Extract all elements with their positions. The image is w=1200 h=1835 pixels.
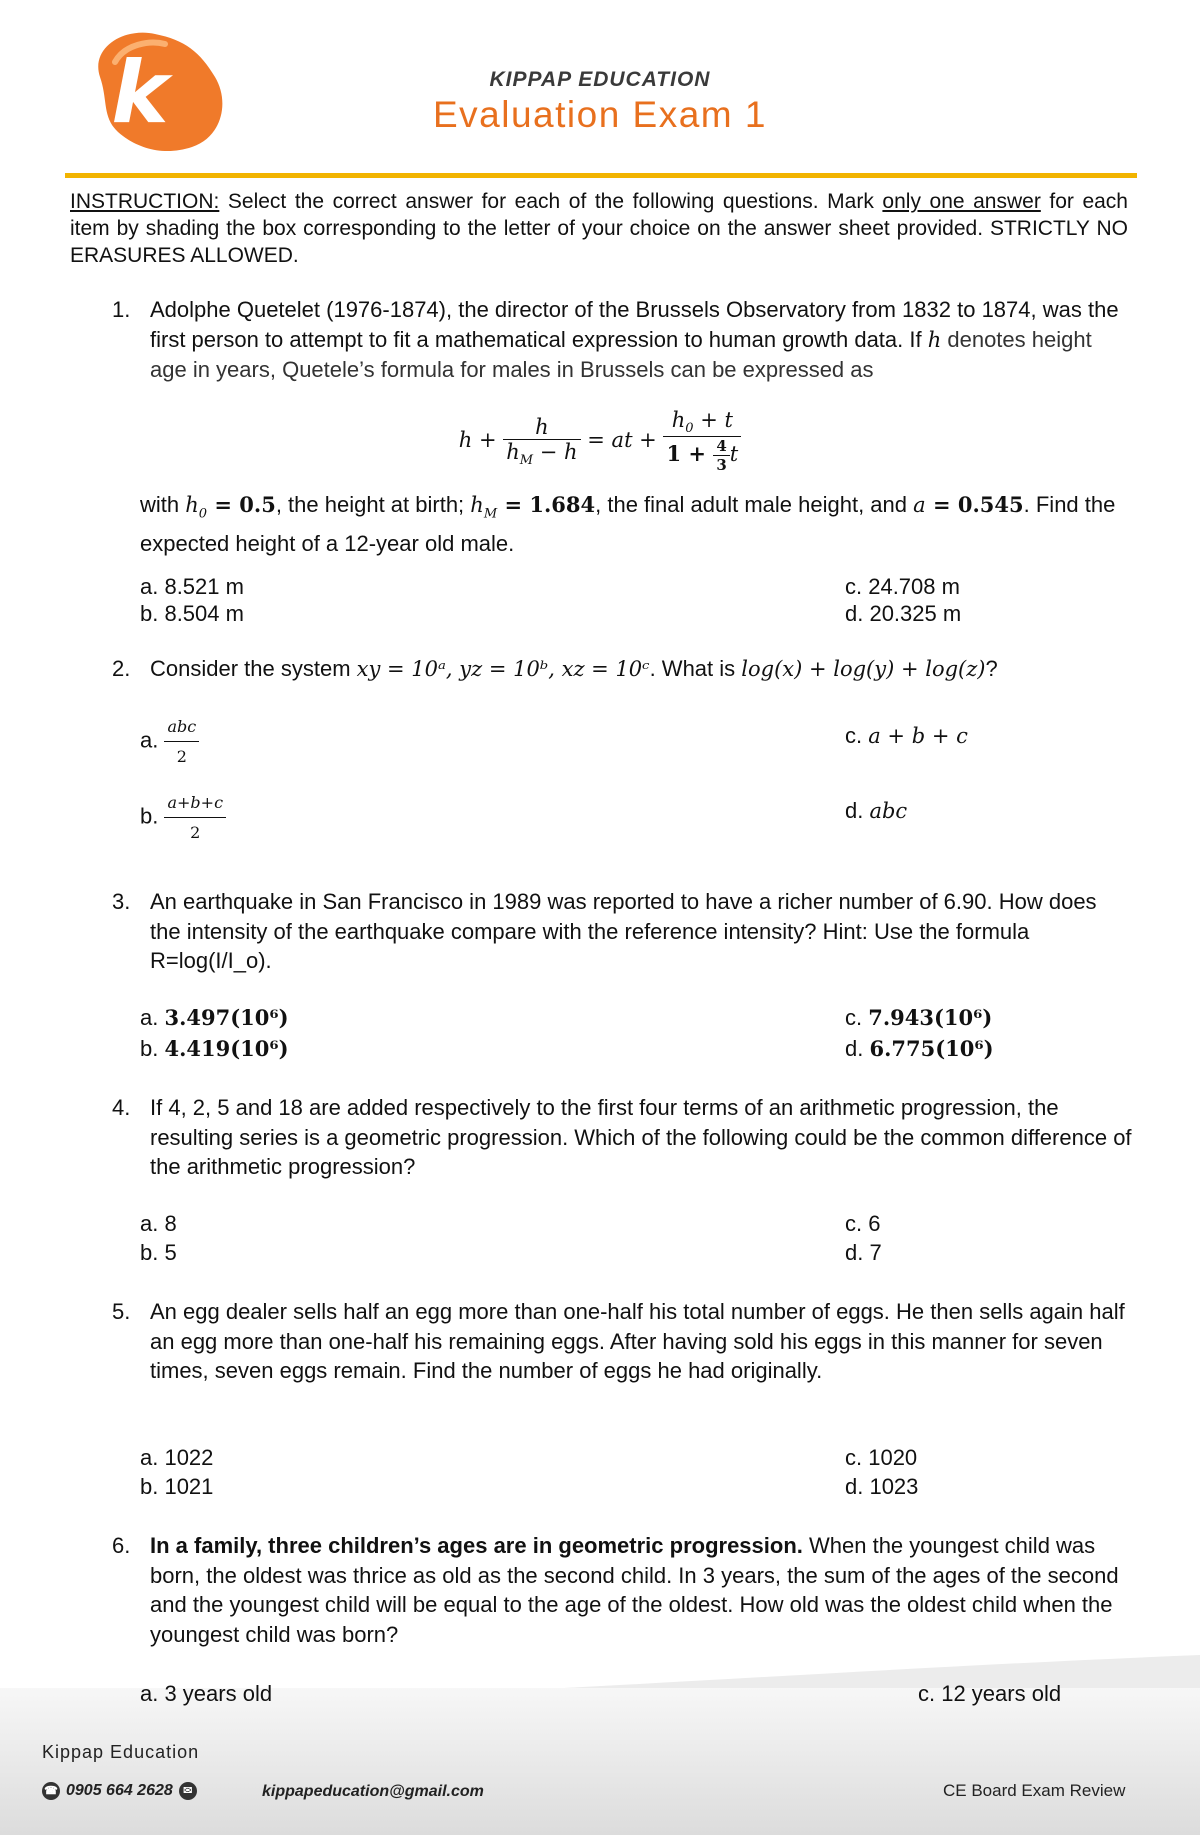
question-number: 4. <box>112 1095 131 1120</box>
q4-option-d: d. 7 <box>845 1240 882 1265</box>
quetelet-equation: h + $\frac{h}{h_M - h}$ = at + $h_0 + t$ 1 + $\frac{4}{3}$ t <box>0 408 1200 478</box>
question-text: When the youngest child was born, the oldest was thrice as old as the second child. In 3 years, the sum of the ages of the second and the youngest child will be equal to the age of the oldest. How old was the oldest child when the youngest child was born? <box>150 1533 1119 1647</box>
logo-letter: k <box>111 43 169 143</box>
instruction-label: INSTRUCTION: <box>70 190 220 213</box>
phone-icon: ☎ <box>42 1782 60 1800</box>
question-number: 3. <box>112 889 131 914</box>
question-2: 2. Consider the system xy = 10ᵃ, yz = 10ᵇ, xz = 10ᶜ. What is log(x) + log(y) + log(z)? <box>112 654 1132 685</box>
footer-email[interactable]: kippapeducation@gmail.com <box>262 1783 484 1800</box>
q5-option-a: a. 1022 <box>140 1445 214 1470</box>
footer-organization: Kippap Education <box>42 1742 200 1762</box>
organization-name: KIPPAP EDUCATION <box>489 68 711 91</box>
q6-option-c: c. 12 years old <box>918 1681 1062 1706</box>
math-symbol: h <box>927 327 942 352</box>
instruction-text-2: for each item by shading the box corresponding to the letter of your choice on the answer sheet provided. STRICTLY NO ERASURES ALLOWED. <box>70 190 1128 267</box>
q3-option-a: a. 3.497(10⁶) <box>140 1005 289 1030</box>
question-number: 1. <box>112 297 131 322</box>
question-text: If 4, 2, 5 and 18 are added respectively to the first four terms of an arithmetic progression, the resulting series is a geometric progression. Which of the following could be the common difference of the arithmetic progression? <box>150 1095 1132 1179</box>
footer-phone <box>42 1782 197 1800</box>
footer-review-label: CE Board Exam Review <box>943 1781 1126 1800</box>
question-text-bold: In a family, three children’s ages are in geometric progression. <box>150 1533 803 1558</box>
q3-option-d: d. 6.775(10⁶) <box>845 1036 994 1061</box>
exam-title: Evaluation Exam 1 <box>432 94 767 135</box>
q1-option-c: c. 24.708 m <box>845 574 960 599</box>
question-number: 2. <box>112 656 131 681</box>
question-text: An egg dealer sells half an egg more than one-half his total number of eggs. He then sells again half an egg more than one-half his remaining eggs. After having sold his eggs in this manner for seven times, seven eggs remain. Find the number of eggs he had originally. <box>150 1299 1125 1383</box>
question-1-continued: with $h_0 = 0.5$, the height at birth; $h_M = 1.684$, the final adult male height, and a = 0.545. Find the expected height of a 12-year old male. <box>140 492 1116 556</box>
q3-option-c: c. 7.943(10⁶) <box>845 1005 993 1030</box>
question-6 <box>112 1531 1132 1649</box>
q1-option-b: b. 8.504 m <box>140 601 244 626</box>
question-number: 6. <box>112 1533 131 1558</box>
question-3 <box>112 887 1132 976</box>
q2-option-c: c. a + b + c <box>845 723 968 748</box>
question-5 <box>112 1297 1132 1386</box>
question-text: Adolphe Quetelet (1976-1874), the director of the Brussels Observatory from 1832 to 1874, was the first person to attempt to fit a mathematical expression to human growth data. If <box>150 297 1119 352</box>
mail-icon: ✉ <box>179 1782 197 1800</box>
q5-option-d: d. 1023 <box>845 1474 919 1499</box>
instruction-underlined: only one answer <box>882 190 1041 213</box>
question-number: 5. <box>112 1299 131 1324</box>
q6-option-a: a. 3 years old <box>140 1681 273 1706</box>
q2-option-b: b. $\frac{a+b+c}{2}$ <box>140 788 226 847</box>
q4-option-b: b. 5 <box>140 1240 177 1265</box>
kippap-logo <box>80 22 230 162</box>
phone-number: 0905 664 2628 <box>66 1782 173 1799</box>
q5-option-b: b. 1021 <box>140 1474 214 1499</box>
q1-option-a: a. 8.521 m <box>140 574 244 599</box>
instruction-block <box>70 188 1128 269</box>
header-divider <box>65 173 1137 178</box>
q2-option-a: a. $\frac{\text{abc}}{2}$ <box>140 712 199 771</box>
question-text: An earthquake in San Francisco in 1989 was reported to have a richer number of 6.90. How does the intensity of the earthquake compare with the reference intensity? Hint: Use the formula R=log(I/I_o). <box>150 889 1097 973</box>
question-4 <box>112 1093 1132 1182</box>
q2-option-d: d. abc <box>845 798 908 823</box>
q4-option-a: a. 8 <box>140 1211 177 1236</box>
q3-option-b: b. 4.419(10⁶) <box>140 1036 289 1061</box>
question-text: denotes height age in years, Quetele’s formula for males in Brussels can be expressed as <box>150 326 1092 382</box>
q4-option-c: c. 6 <box>845 1211 881 1236</box>
q5-option-c: c. 1020 <box>845 1445 918 1470</box>
instruction-text-1: Select the correct answer for each of the following questions. Mark <box>219 190 883 213</box>
question-1 <box>112 295 1132 385</box>
q1-option-d: d. 20.325 m <box>845 601 962 626</box>
